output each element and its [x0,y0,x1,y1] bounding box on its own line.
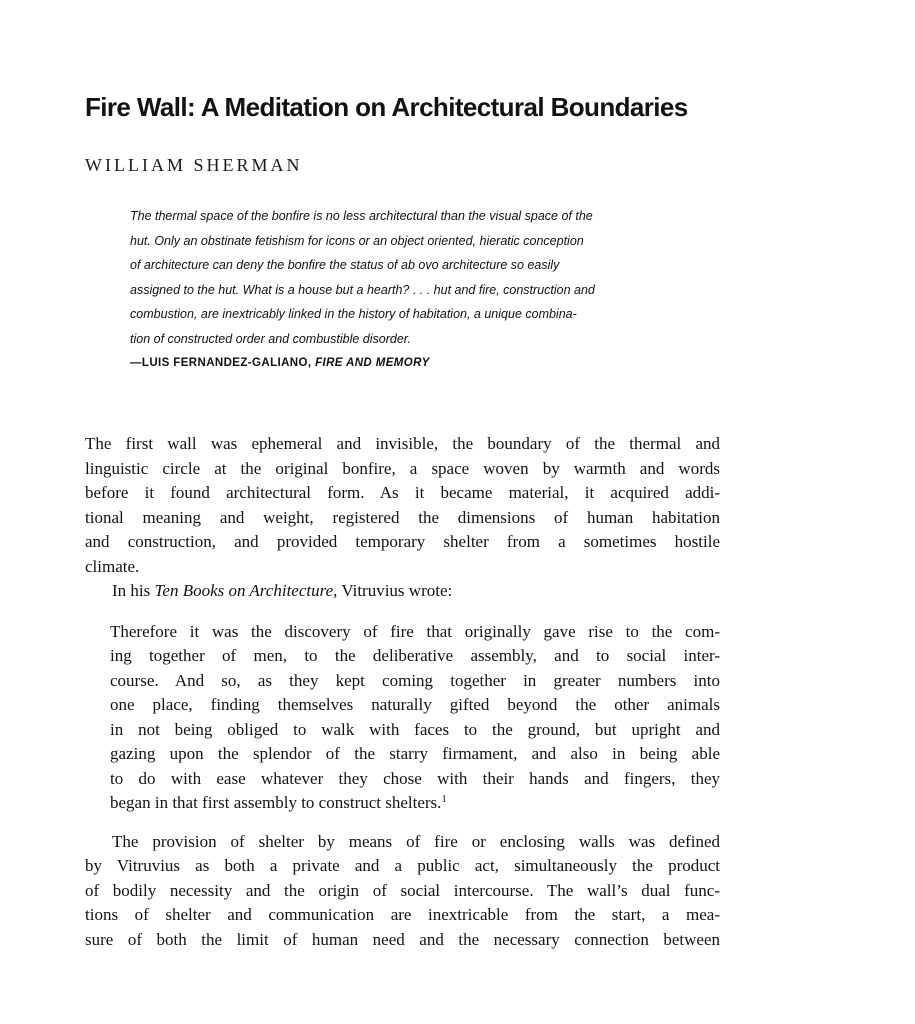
body-text [85,432,720,952]
text-line: by Vitruvius as both a private and a public act, simultaneously the product [85,856,720,875]
paragraph-vitruvius-intro-prefix: In his [112,581,155,600]
author-name: WILLIAM SHERMAN [85,155,303,175]
text-line: one place, finding themselves naturally gifted beyond the other animals [110,695,720,714]
text-line: climate. [85,556,140,576]
page-title: Fire Wall: A Meditation on Architectural Boundaries [85,92,688,122]
block-quote [110,620,720,816]
text-line: gazing upon the splendor of the starry firmament, and also in being able [110,744,720,763]
epigraph-attribution-name: —LUIS FERNANDEZ-GALIANO, [130,357,316,369]
text-line: of bodily necessity and the origin of social intercourse. The wall’s dual func- [85,880,720,900]
text-line: tion of constructed order and combustible disorder. [130,331,411,346]
text-line: hut. Only an obstinate fetishism for icons or an object oriented, hieratic conception [130,233,584,248]
book-title-italic: Ten Books on Architecture, [154,581,338,600]
text-line: and construction, and provided temporary shelter from a sometimes hostile [85,532,720,551]
paragraph-vitruvius-intro-suffix: Vitruvius wrote: [337,581,453,600]
paragraph-opening [85,432,720,579]
footnote-reference: 1 [441,794,447,805]
text-line: assigned to the hut. What is a house but a hearth? . . . hut and fire, construction and [130,282,595,297]
text-line: sure of both the limit of human need and the necessary connection between [85,929,720,949]
text-line: in not being obliged to walk with faces to the ground, but upright and [110,719,720,739]
block-quote-lines [110,620,720,792]
text-line: tional meaning and weight, registered the dimensions of human habitation [85,507,720,527]
text-line: to do with ease whatever they chose with their hands and fingers, they [110,768,720,788]
text-line: combustion, are inextricably linked in the history of habitation, a unique combina- [130,307,577,321]
text-line: tions of shelter and communication are inextricable from the start, a mea- [85,905,720,924]
text-line: of architecture can deny the bonfire the status of ab ovo architecture so easily [130,258,560,272]
paragraph-vitruvius-intro [85,579,720,604]
text-line: ing together of men, to the deliberative assembly, and to social inter- [110,646,720,665]
epigraph-attribution [130,354,915,372]
block-quote-last-line-text: began in that first assembly to construct shelters. [110,793,442,812]
block-quote-last-line [110,791,720,816]
text-line: The provision of shelter by means of fire or enclosing walls was defined [112,831,720,851]
text-line: Therefore it was the discovery of fire that originally gave rise to the com- [110,621,720,641]
text-line: course. And so, as they kept coming together in greater numbers into [110,670,720,690]
text-line: The first wall was ephemeral and invisible, the boundary of the thermal and [85,434,720,453]
text-line: linguistic circle at the original bonfire, a space woven by warmth and words [85,458,720,478]
paragraph-closing [85,830,720,953]
text-line: before it found architectural form. As it became material, it acquired addi- [85,483,720,502]
epigraph [130,204,915,372]
epigraph-quote [130,204,915,351]
epigraph-attribution-work-title: FIRE AND MEMORY [315,357,430,369]
text-line: The thermal space of the bonfire is no less architectural than the visual space of the [130,209,593,223]
